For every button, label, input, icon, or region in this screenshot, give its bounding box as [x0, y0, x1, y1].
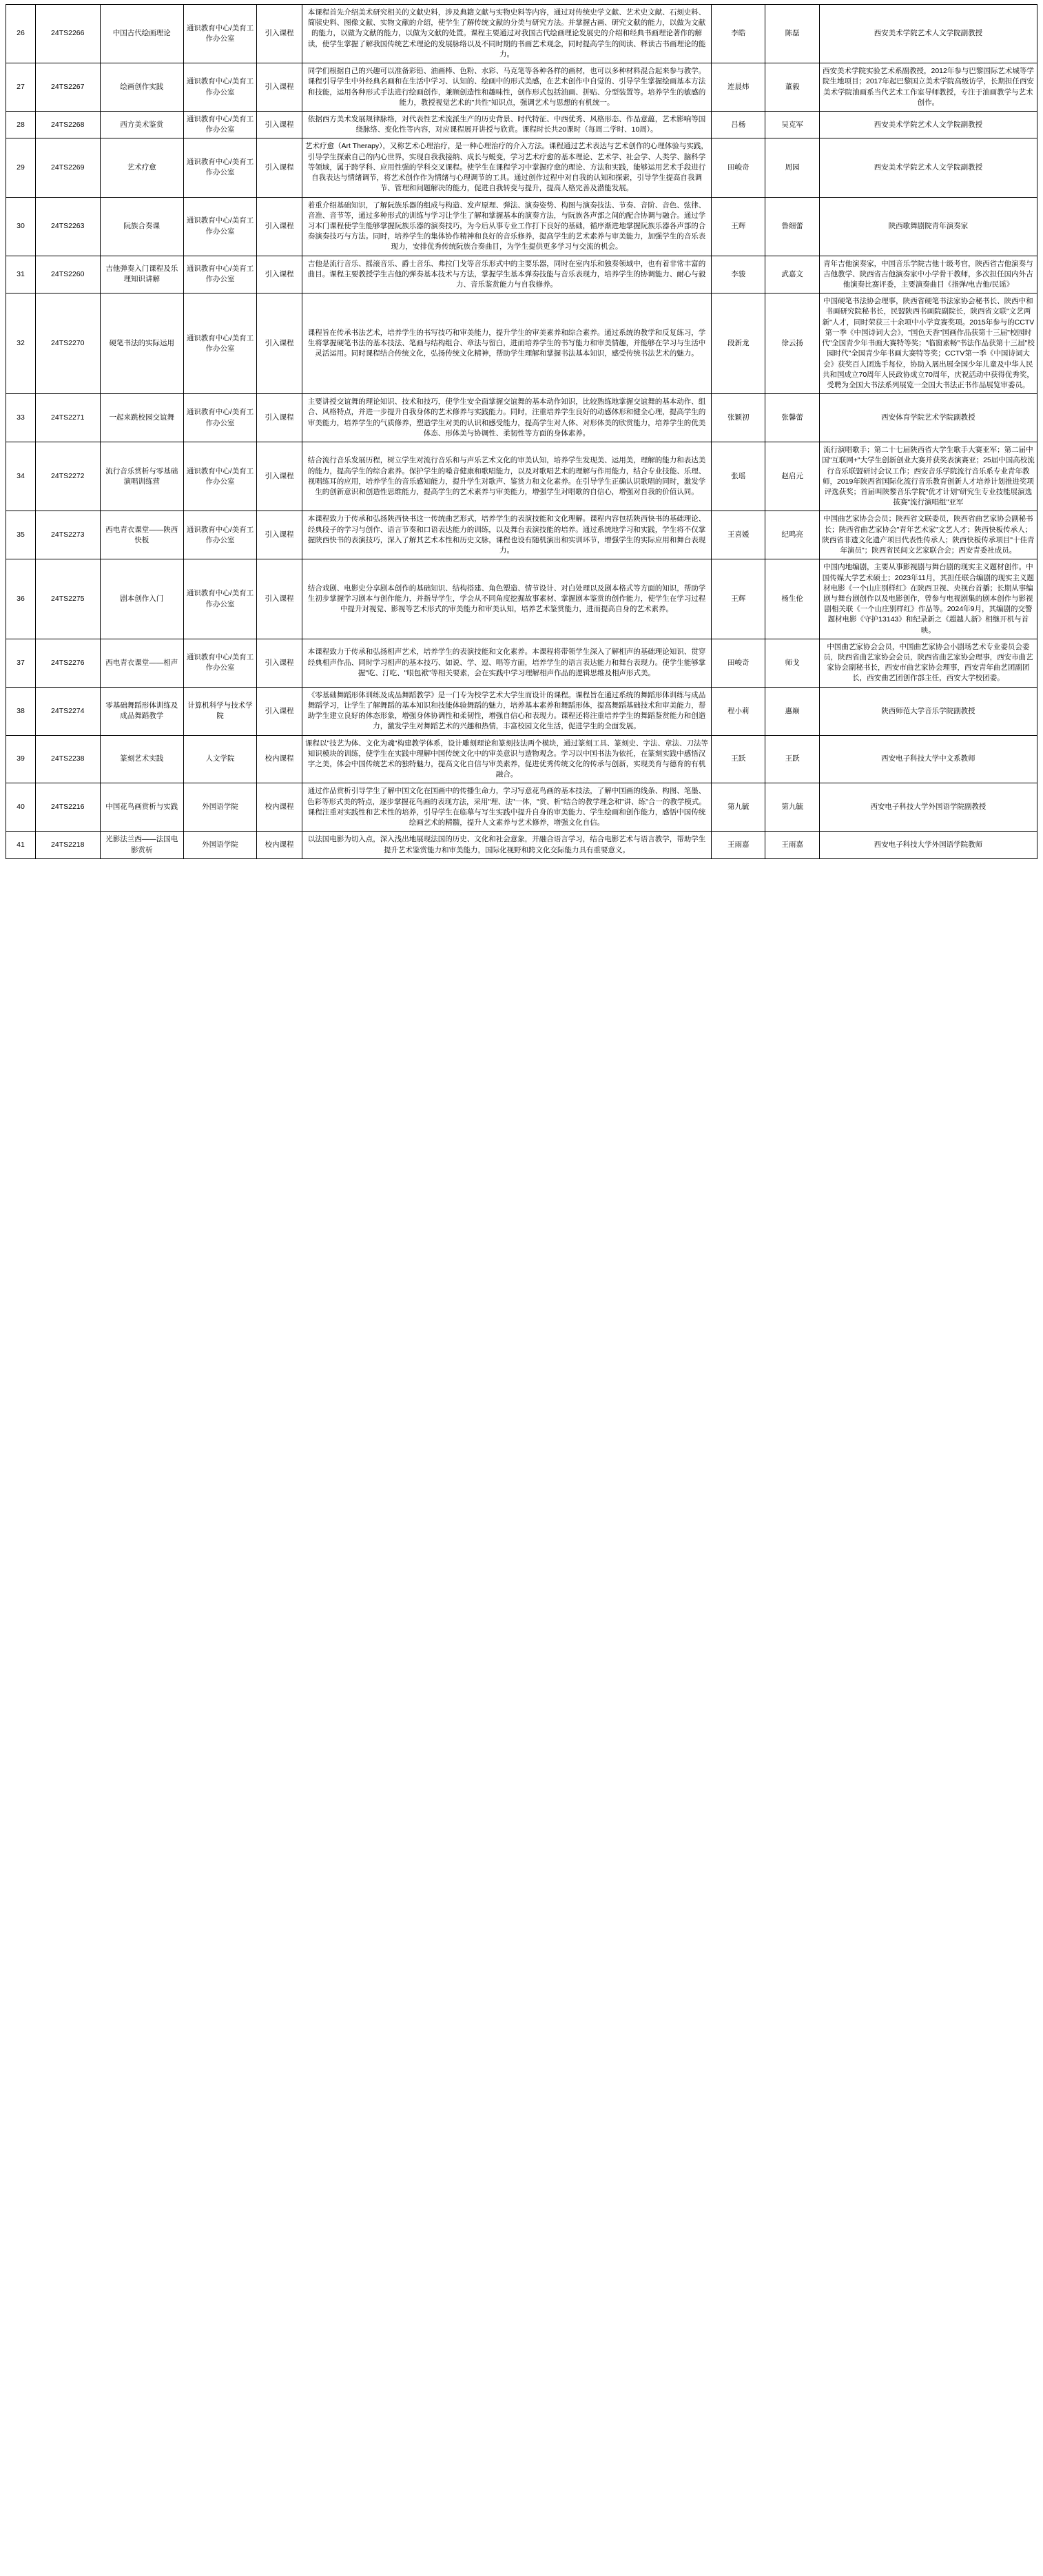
course-leader: 段新龙 [712, 293, 765, 394]
table-row [6, 63, 1037, 112]
course-unit: 外国语学院 [183, 832, 256, 858]
row-index: 38 [6, 687, 36, 735]
course-teacher: 张馨蕾 [765, 394, 819, 442]
course-description: 本课程致力于传承和弘扬相声艺术，培养学生的表演技能和文化素养。本课程将带领学生深入了解相声的基础理论知识、贯穿经典相声作品、同时学习相声的基本技巧、如说、学、逗、唱等方面，培养学生的语言表达能力和舞台表现力。使学生能够掌握"吃、汀吃、"哏包袱"等相关要素，会在实践中学习理解相声作品的逻辑思维及相声形式美。 [302, 639, 711, 687]
course-leader: 田峻奇 [712, 639, 765, 687]
course-type: 引入课程 [257, 138, 302, 197]
course-leader: 王跃 [712, 735, 765, 783]
table-row [6, 511, 1037, 559]
teacher-title: 西安美术学院艺术人文学院副教授 [819, 111, 1037, 138]
table-row [6, 783, 1037, 832]
document-page [0, 0, 1043, 866]
teacher-title: 流行演唱歌手；第二十七届陕西省大学生歌手大赛亚军；第二届中国"互联网+"大学生创新创业大赛并获奖表演赛亚；25届中国高校流行音乐联盟研讨会议工作；西安音乐学院流行音乐系专业青年教师，2019年陕西省国际化流行音乐教育创新人才培养计划推进奖项评选获奖；首届叫陕黎音乐学院"优才计划"研究生专业技能展演选拔赛"流行演唱组"亚军 [819, 442, 1037, 511]
teacher-title: 西安电子科技大学中文系教师 [819, 735, 1037, 783]
course-leader: 吕杨 [712, 111, 765, 138]
course-leader: 连晨炜 [712, 63, 765, 112]
course-name: 西电青衣课堂——陕西快板 [100, 511, 183, 559]
row-index: 36 [6, 559, 36, 639]
course-leader: 田峻奇 [712, 138, 765, 197]
course-code: 24TS2275 [35, 559, 100, 639]
course-code: 24TS2272 [35, 442, 100, 511]
course-code: 24TS2269 [35, 138, 100, 197]
course-unit: 通识教育中心/美育工作办公室 [183, 559, 256, 639]
course-name: 中国花鸟画赏析与实践 [100, 783, 183, 832]
teacher-title: 中国曲艺家协会会员，中国曲艺家协会小剧场艺术专业委员会委员，陕西省曲艺家协会会员，陕西省曲艺家协会理事，西安市曲艺家协会副秘书长，西安市曲艺家协会理事，西安青年曲艺团副团长，西安曲艺团创作部主任，西安大学校团委。 [819, 639, 1037, 687]
course-unit: 通识教育中心/美育工作办公室 [183, 394, 256, 442]
course-unit: 通识教育中心/美育工作办公室 [183, 138, 256, 197]
course-type: 校内课程 [257, 832, 302, 858]
course-teacher: 鲁细蕾 [765, 197, 819, 256]
teacher-title: 青年吉他演奏家，中国音乐学院吉他十级考官，陕西省吉他演奏与吉他教学、陕西省吉他演奏家中小学骨干教师，多次担任国内外吉他演奏比赛评委，主要演奏曲目《指弹/电吉他/民谣》 [819, 256, 1037, 293]
course-code: 24TS2268 [35, 111, 100, 138]
table-row [6, 442, 1037, 511]
course-name: 中国古代绘画理论 [100, 5, 183, 63]
course-code: 24TS2271 [35, 394, 100, 442]
course-unit: 通识教育中心/美育工作办公室 [183, 639, 256, 687]
course-name: 流行音乐赏析与零基础演唱训练营 [100, 442, 183, 511]
teacher-title: 陕西歌舞剧院青年演奏家 [819, 197, 1037, 256]
course-teacher: 徐云扬 [765, 293, 819, 394]
teacher-title: 中国曲艺家协会会员；陕西省文联委员，陕西省曲艺家协会副秘书长；陕西省曲艺家协会"青年艺术家"文艺人才；陕西快板传承人；陕西省非遗文化遗产项目代表性传承人；陕西快板传承项目"十佳青年演员"；陕西省民间文艺家联合会；西安青委社成员。 [819, 511, 1037, 559]
course-teacher: 惠巅 [765, 687, 819, 735]
course-teacher: 王跃 [765, 735, 819, 783]
course-leader: 王辉 [712, 197, 765, 256]
row-index: 33 [6, 394, 36, 442]
course-name: 硬笔书法的实际运用 [100, 293, 183, 394]
teacher-title: 中国硬笔书法协会理事，陕西省硬笔书法家协会秘书长、陕西中和书画研究院秘书长，民盟陕西书画院副院长，陕西省文联"文艺两新"人才，同时荣获三十余项中小学竞赛奖项。2015年参与的CCTV第一季《中国诗词大会》，"国色天香"国画作品获第十三届"校园时代"全国青少年书画大赛特等奖；"临窗素畅"书法作品获第十三届"校园时代"全国青少年书画大赛特等奖；CCTV第一季《中国诗词大会》获奖百人团选手每位，协助入展出展全国少年儿童及中华人民共和国成立70周年人民政协成立70周年，庆祝活动中获得优秀奖，受聘为全国大书法系列展览一全国大书法正书作品展览审委员。 [819, 293, 1037, 394]
course-leader: 张瑶 [712, 442, 765, 511]
course-teacher: 赵启元 [765, 442, 819, 511]
course-description: 主要讲授交谊舞的理论知识、技术和技巧，使学生安全面掌握交谊舞的基本动作知识，比较熟练地掌握交谊舞的基本动作、组合、风格特点，并进一步提升自我身体的艺术修养与实践能力。同时，注重培养学生良好的动感体形和健全心理，提高学生的审美能力，培养学生的气质修养，塑造学生对美的认识和感受能力，提高学生对人体、对形体美的欣赏能力，培养学生的优美体态、形体美与协调性、柔韧性等方面的身体素养。 [302, 394, 711, 442]
course-code: 24TS2238 [35, 735, 100, 783]
course-teacher: 纪鸣亮 [765, 511, 819, 559]
course-leader: 王喜媛 [712, 511, 765, 559]
course-name: 剧本创作入门 [100, 559, 183, 639]
course-code: 24TS2270 [35, 293, 100, 394]
course-teacher: 第九毓 [765, 783, 819, 832]
course-type: 引入课程 [257, 687, 302, 735]
table-row [6, 559, 1037, 639]
course-teacher: 师戈 [765, 639, 819, 687]
course-unit: 通识教育中心/美育工作办公室 [183, 197, 256, 256]
course-unit: 通识教育中心/美育工作办公室 [183, 442, 256, 511]
course-type: 引入课程 [257, 559, 302, 639]
row-index: 26 [6, 5, 36, 63]
course-teacher: 杨生伦 [765, 559, 819, 639]
row-index: 34 [6, 442, 36, 511]
course-name: 零基础舞蹈形体训练及成品舞蹈教学 [100, 687, 183, 735]
row-index: 28 [6, 111, 36, 138]
row-index: 31 [6, 256, 36, 293]
course-teacher: 武嘉文 [765, 256, 819, 293]
row-index: 32 [6, 293, 36, 394]
course-leader: 王辉 [712, 559, 765, 639]
row-index: 35 [6, 511, 36, 559]
course-type: 引入课程 [257, 442, 302, 511]
table-row [6, 293, 1037, 394]
table-row [6, 138, 1037, 197]
row-index: 41 [6, 832, 36, 858]
course-type: 引入课程 [257, 63, 302, 112]
course-code: 24TS2216 [35, 783, 100, 832]
course-code: 24TS2266 [35, 5, 100, 63]
teacher-title: 西安电子科技大学外国语学院教师 [819, 832, 1037, 858]
teacher-title: 西安体育学院艺术学院副教授 [819, 394, 1037, 442]
course-leader: 张颖初 [712, 394, 765, 442]
course-code: 24TS2218 [35, 832, 100, 858]
teacher-title: 西安美术学院艺术人文学院副教授 [819, 138, 1037, 197]
table-row [6, 5, 1037, 63]
course-teacher: 王雨嘉 [765, 832, 819, 858]
course-name: 吉他弹奏入门课程及乐理知识讲解 [100, 256, 183, 293]
course-type: 引入课程 [257, 197, 302, 256]
row-index: 40 [6, 783, 36, 832]
course-unit: 外国语学院 [183, 783, 256, 832]
course-description: 吉他是流行音乐、摇滚音乐、爵士音乐、弗拉门戈等音乐形式中的主要乐器，同时在室内乐和独奏领域中，也有着非常丰富的曲目。课程主要教授学生吉他的弹奏基本技术与方法，掌握学生基本弹奏技能与音乐表现力，培养学生的协调能力、耐心与毅力、音乐鉴赏能力与自我修养。 [302, 256, 711, 293]
course-unit: 通识教育中心/美育工作办公室 [183, 63, 256, 112]
table-row [6, 832, 1037, 858]
table-row [6, 639, 1037, 687]
course-teacher: 周园 [765, 138, 819, 197]
course-leader: 李骏 [712, 256, 765, 293]
table-row [6, 687, 1037, 735]
course-type: 引入课程 [257, 511, 302, 559]
course-type: 引入课程 [257, 293, 302, 394]
course-description: 结合流行音乐发展历程，树立学生对流行音乐和与声乐艺术文化的审美认知，培养学生发现美、运用美，理解的能力和表达美的能力，提高学生的综合素养。保护学生的嗓音健康和歌唱能力，以及对歌唱艺术的理解与作用能力，结合专业技能、乐理、视唱练耳的应用，培养学生的音乐感知能力，提升学生对歌声、鉴赏力和文化素养。在引导学生正确认识歌唱的同时，激发学生的创新意识和创造性思维能力，提高学生的艺术素养与审美能力，增强学生对唱歌的自信心，增强对自我的价值认同。 [302, 442, 711, 511]
course-description: 《零基础舞蹈形体训练及成品舞蹈教学》是一门专为校学艺术大学生而设计的课程。课程旨在通过系统的舞蹈形体训练与成品舞蹈学习，让学生了解舞蹈的基本知识和技能体验舞蹈的魅力，培养基本素养和舞蹈形体，提高舞蹈基础技术和审美能力，帮助学生建立良好的体态形象，增强身体协调性和柔韧性，增强自信心和表现力。课程还将注重培养学生的舞蹈鉴赏能力和创造力，激发学生对舞蹈艺术的兴趣和热情，丰富校园文化生活，促进学生的全面发展。 [302, 687, 711, 735]
course-code: 24TS2263 [35, 197, 100, 256]
course-name: 绘画创作实践 [100, 63, 183, 112]
course-code: 24TS2273 [35, 511, 100, 559]
course-teacher: 吴克军 [765, 111, 819, 138]
course-description: 艺术疗愈（Art Therapy），又称艺术心理治疗，是一种心理治疗的介入方法。课程通过艺术表达与艺术创作的心理体验与实践，引导学生探索自己的内心世界，实现自我我接纳、成长与蜕变，学习艺术疗愈的基本理论、艺术学、社会学、人类学、脑科学等领域，属于跨学科、应用性强的学科交叉课程。使学生在课程学习中掌握疗愈的理论、方法和实践，能够运用艺术手段进行自我表达与情绪调节，将艺术创作作为情绪与心理调节的工具。通过创作过程中对自我的认知和探索，引导学生提高自我调节、管理和问题解决的能力，促进自我转变与提升，提高人格完善及潜能发展。 [302, 138, 711, 197]
teacher-title: 西安美术学院艺术人文学院副教授 [819, 5, 1037, 63]
table-row [6, 394, 1037, 442]
course-code: 24TS2260 [35, 256, 100, 293]
course-unit: 人文学院 [183, 735, 256, 783]
course-teacher: 陈磊 [765, 5, 819, 63]
course-teacher: 董毅 [765, 63, 819, 112]
course-type: 校内课程 [257, 735, 302, 783]
teacher-title: 西安美术学院实验艺术系副教授，2012年参与巴黎国际艺术城等学院生地项目；2017年起巴黎国立美术学院高级访学，长期担任西安美术学院油画系当代艺术工作室导师教授，专注于油画教学与艺术创作。 [819, 63, 1037, 112]
course-table [6, 4, 1037, 859]
course-description: 本课程致力于传承和弘扬陕西快书这一传统曲艺形式，培养学生的表演技能和文化理解。课程内容包括陕西快书的基础理论、经典段子的学习与创作、语言节奏和口语表达能力的训练，以及舞台表演技能的培养。通过系统地学习和实践，学生将不仅掌握陕西快书的表演技巧，深入了解其艺术本性和历史文脉，课程也设有随机演出和实训环节，增强学生的实际应用和舞台表现力。 [302, 511, 711, 559]
course-description: 以法国电影为切入点，深入浅出地展现法国的历史、文化和社会意象，并融合语言学习，结合电影艺术与语言教学，帮助学生提升艺术鉴赏能力和审美能力，国际化视野和跨文化交际能力具有重要意义。 [302, 832, 711, 858]
course-description: 依据西方美术发展规律脉络，对代表性艺术流派生产的历史背景、时代特征、中西优秀、风格形态、作品意蕴，艺术影响等国绕脉络、变化性等内容，对应课程展开讲授与欣赏。课程时长共20课时（每周二学时、10周）。 [302, 111, 711, 138]
course-code: 24TS2267 [35, 63, 100, 112]
course-code: 24TS2276 [35, 639, 100, 687]
course-type: 引入课程 [257, 111, 302, 138]
course-name: 一起来跳校园交谊舞 [100, 394, 183, 442]
course-name: 光影法兰西——法国电影赏析 [100, 832, 183, 858]
course-description: 本课程首先介绍美术研究相关的文献史料，涉及典籍文献与实物史料等内容，通过对传统史学文献、艺术史文献、石刻史料、简牍史料、图像文献、实物文献的介绍，使学生了解传统文献的分类与研究方法。并掌握古画、研究文献的能力，以做为文献的能力，以做为文献的能力，以做为文献的处置。课程主要通过对我国古代绘画理论发展史的介绍和经典书画理论著作的解读，使学生掌握了解我国传统艺术理论的发展脉络以及不同时期的书画艺术观念，同时提高学生的阅读、释读古书画理论的能力。 [302, 5, 711, 63]
course-leader: 程小莉 [712, 687, 765, 735]
course-unit: 通识教育中心/美育工作办公室 [183, 5, 256, 63]
course-description: 课程旨在传承书法艺术，培养学生的书写技巧和审美能力，提升学生的审美素养和综合素养。通过系统的教学和反复练习，学生将掌握硬笔书法的基本技法、笔画与结构组合、章法与留白，进而培养学生的书写能力和审美情趣，并能够在学习与生活中灵活运用。同时课程结合传统文化，弘扬传统文化精神，帮助学生理解和掌握书法基本知识，感受传统书法艺术的魅力。 [302, 293, 711, 394]
row-index: 39 [6, 735, 36, 783]
course-unit: 计算机科学与技术学院 [183, 687, 256, 735]
course-description: 结合戏剧、电影史分享剧本创作的基础知识、结构搭建、角色塑造、情节设计、对白处理以及剧本格式等方面的知识，帮助学生初步掌握学习剧本与创作能力，并指导学生，学会从不同角度挖掘故事素材、掌握剧本鉴赏的创作能力，使学生在学习过程中提升对视觉、影视等艺术形式的审美能力和审美认知，培养艺术鉴赏能力，进而提高自身的艺术素养。 [302, 559, 711, 639]
course-type: 引入课程 [257, 256, 302, 293]
course-name: 艺术疗愈 [100, 138, 183, 197]
course-name: 篆刻艺术实践 [100, 735, 183, 783]
teacher-title: 中国内地编剧，主要从事影视剧与舞台剧的现实主义题材创作。中国传媒大学艺术硕士；2023年11月，其担任联合编剧的现实主义题材电影《一个山庄别样红》在陕西卫视、央视台首播；长期从事编剧与舞台剧创作以及电影创作，曾参与电视剧集的剧本创作与影视剧相关联《一个山庄别样红》作品等。2024年9月，其编剧的交警题材电影《守护13143》和纪录新之《超越人新》相继开机与首映。 [819, 559, 1037, 639]
course-type: 引入课程 [257, 639, 302, 687]
table-row [6, 111, 1037, 138]
teacher-title: 西安电子科技大学外国语学院副教授 [819, 783, 1037, 832]
course-name: 西电青衣课堂——相声 [100, 639, 183, 687]
row-index: 27 [6, 63, 36, 112]
course-leader: 第九毓 [712, 783, 765, 832]
course-description: 课程以"技艺为体、文化为魂"构建教学体系，设计雕刻理论和篆刻技法两个模块，通过篆刻工具、篆刻史、字法、章法、刀法等知识模块的训练，使学生在实践中理解中国传统文化中的审美意识与造物观念。学习以中国书法为依托，在篆刻实践中感悟汉字之美，体会中国传统艺术的独特魅力，提高文化自信与审美素养，促进优秀传统文化的传承与创新，实现美育与德育的有机融合。 [302, 735, 711, 783]
course-unit: 通识教育中心/美育工作办公室 [183, 511, 256, 559]
course-unit: 通识教育中心/美育工作办公室 [183, 111, 256, 138]
table-row [6, 735, 1037, 783]
table-row [6, 197, 1037, 256]
teacher-title: 陕西师范大学音乐学院副教授 [819, 687, 1037, 735]
table-body [6, 5, 1037, 859]
course-code: 24TS2274 [35, 687, 100, 735]
course-name: 西方美术鉴赏 [100, 111, 183, 138]
row-index: 29 [6, 138, 36, 197]
course-leader: 李皓 [712, 5, 765, 63]
course-name: 阮族合奏课 [100, 197, 183, 256]
course-type: 校内课程 [257, 783, 302, 832]
table-row [6, 256, 1037, 293]
course-type: 引入课程 [257, 5, 302, 63]
course-unit: 通识教育中心/美育工作办公室 [183, 293, 256, 394]
course-description: 同学们根据自己的兴趣可以准备彩铅、油画棒、色粉、水彩、马克笔等各种各样的画材，也可以多种材料混合起来参与教学。课程引导学生中外经典名画和在生活中学习、认知的、绘画中的形式美感，在艺术创作中自觉的、引导学生掌握绘画基本方法和技能，运用各种形式手法进行绘画创作，兼顾创造性和趣味性，创作形式包括油画、拼贴、分型装置等。培养学生的敏感的能力，教授视觉艺术的"共性"知识点，强调艺术与思想的有机统一。 [302, 63, 711, 112]
course-type: 引入课程 [257, 394, 302, 442]
course-description: 着重介绍基础知识，了解阮族乐器的组成与构造、发声原理、弹法、演奏姿势、构图与演奏技法、节奏、音阶、音色、弦律、音准、音节等，通过多种形式的训练与学习让学生了解和掌握基本的演奏方法，与阮族各声部之间的配合协调与融合。通过学习本门课程使学生能够掌握阮族乐器的演奏技巧，为今后从事专业工作打下良好的基础，循序渐进地掌握阮族乐器各声部的合奏演奏技巧与方法。同时，培养学生的集体协作精神和良好的音乐修养，提高学生的艺术素养与审美能力，加强学生的音乐表现力，安排优秀传统阮族合奏曲目，为学生提供更多学习与交流的机会。 [302, 197, 711, 256]
row-index: 37 [6, 639, 36, 687]
row-index: 30 [6, 197, 36, 256]
course-unit: 通识教育中心/美育工作办公室 [183, 256, 256, 293]
course-description: 通过作品赏析引导学生了解中国文化在国画中的传播生命力，学习写意花鸟画的基本技法，了解中国画的线条、构图、笔墨、色彩等形式美的特点，逐步掌握花鸟画的表现方法，采用"理、法"一体，"赏、析"结合的教学理念和"讲、练"合一的教学模式。课程注重对实践性和艺术性的培养，引导学生在临摹与写生实践中提升自身的审美能力、学生绘画和创作能力，感悟中国传统绘画艺术的精髓，提升人文素养与艺术修养，增强文化自信。 [302, 783, 711, 832]
course-leader: 王雨嘉 [712, 832, 765, 858]
